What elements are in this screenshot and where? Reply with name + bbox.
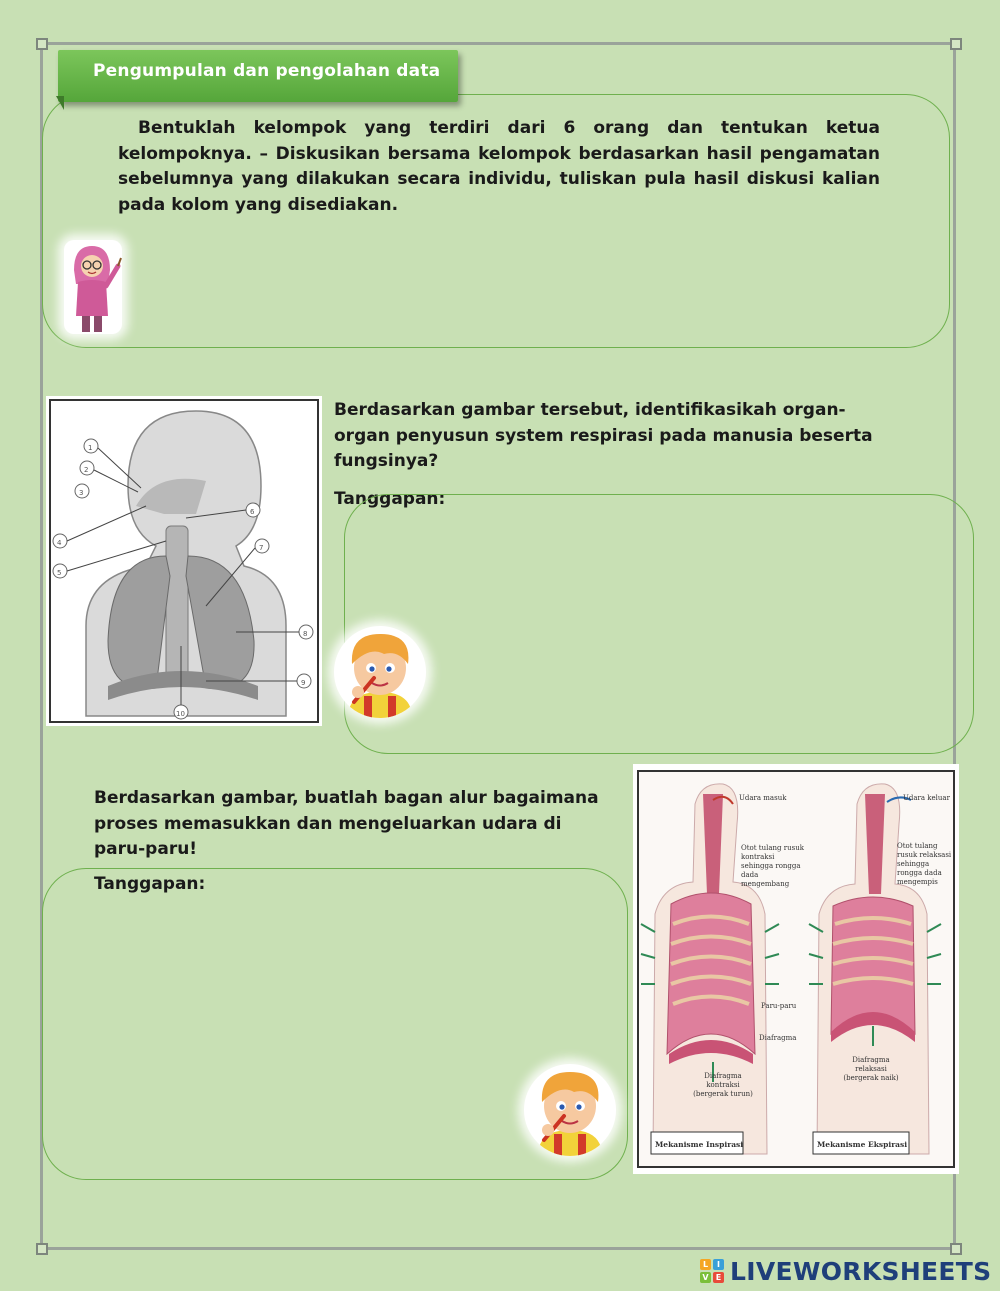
brand-name: LIVEWORKSHEETS bbox=[730, 1256, 992, 1286]
diagram-number: 5 bbox=[57, 569, 62, 577]
respiratory-system-diagram bbox=[46, 396, 322, 726]
caption-inspiration: Mekanisme Inspirasi bbox=[655, 1140, 744, 1149]
frame-corner-bottom-right bbox=[950, 1243, 962, 1255]
label-rib-contraction: Otot tulang rusuk kontraksi sehingga rongga dada mengembang bbox=[741, 844, 804, 888]
student-avatar bbox=[524, 1064, 616, 1156]
respiration-organs-question: Berdasarkan gambar tersebut, identifikasikah organ-organ penyusun system respirasi pada manusia beserta fungsinya? bbox=[334, 400, 873, 471]
frame-corner-top-left bbox=[36, 38, 48, 50]
label-air-out: Udara keluar bbox=[903, 794, 950, 802]
diagram-number: 2 bbox=[84, 466, 89, 474]
respiratory-organs-illustration bbox=[46, 396, 322, 726]
label-rib-relaxation: Otot tulang rusuk relaksasi sehingga rongga dada mengempis bbox=[897, 842, 952, 886]
banner-title: Pengumpulan dan pengolahan data bbox=[93, 61, 441, 81]
boy-icon bbox=[334, 626, 426, 718]
diagram-number: 1 bbox=[88, 444, 93, 452]
diagram-number: 3 bbox=[79, 489, 84, 497]
group-instruction: Bentuklah kelompok yang terdiri dari 6 orang dan tentukan ketua kelompoknya. – Diskusikan bersama kelompok berdasarkan hasil pengamatan sebelumnya yang dilakukan secara individu, tuliskan pula hasil diskusi kalian pada kolom yang disediakan. bbox=[118, 118, 880, 215]
label-lungs: Paru-paru bbox=[761, 1002, 797, 1010]
logo-blocks-icon: L I V E bbox=[700, 1259, 724, 1283]
banner-fold bbox=[56, 96, 64, 110]
teacher-avatar bbox=[64, 240, 122, 334]
frame-corner-top-right bbox=[950, 38, 962, 50]
diagram-number: 4 bbox=[57, 539, 62, 547]
teacher-icon bbox=[64, 240, 122, 334]
diagram-number: 9 bbox=[301, 679, 306, 687]
diagram-number: 7 bbox=[259, 544, 264, 552]
response-label-flowchart: Tanggapan: bbox=[94, 874, 206, 894]
answer-box-organs[interactable] bbox=[344, 494, 974, 754]
label-diaphragm-down: Diafragma kontraksi (bergerak turun) bbox=[693, 1072, 753, 1098]
diagram-number: 10 bbox=[176, 710, 185, 718]
label-air-in: Udara masuk bbox=[739, 794, 787, 802]
breathing-diagram-labels bbox=[633, 764, 959, 1174]
diagram-number: 8 bbox=[303, 630, 308, 638]
label-diaphragm: Diafragma bbox=[759, 1034, 797, 1042]
caption-expiration: Mekanisme Ekspirasi bbox=[817, 1140, 908, 1149]
frame-corner-bottom-left bbox=[36, 1243, 48, 1255]
label-diaphragm-up: Diafragma relaksasi (bergerak naik) bbox=[843, 1056, 899, 1082]
student-avatar bbox=[334, 626, 426, 718]
diagram-number: 6 bbox=[250, 508, 255, 516]
breathing-mechanism-question: Berdasarkan gambar, buatlah bagan alur bagaimana proses memasukkan dan mengeluarkan udara di paru-paru! bbox=[94, 788, 599, 859]
liveworksheets-logo[interactable] bbox=[700, 1258, 991, 1284]
response-label-organs: Tanggapan: bbox=[334, 489, 446, 509]
boy-icon bbox=[524, 1064, 616, 1156]
